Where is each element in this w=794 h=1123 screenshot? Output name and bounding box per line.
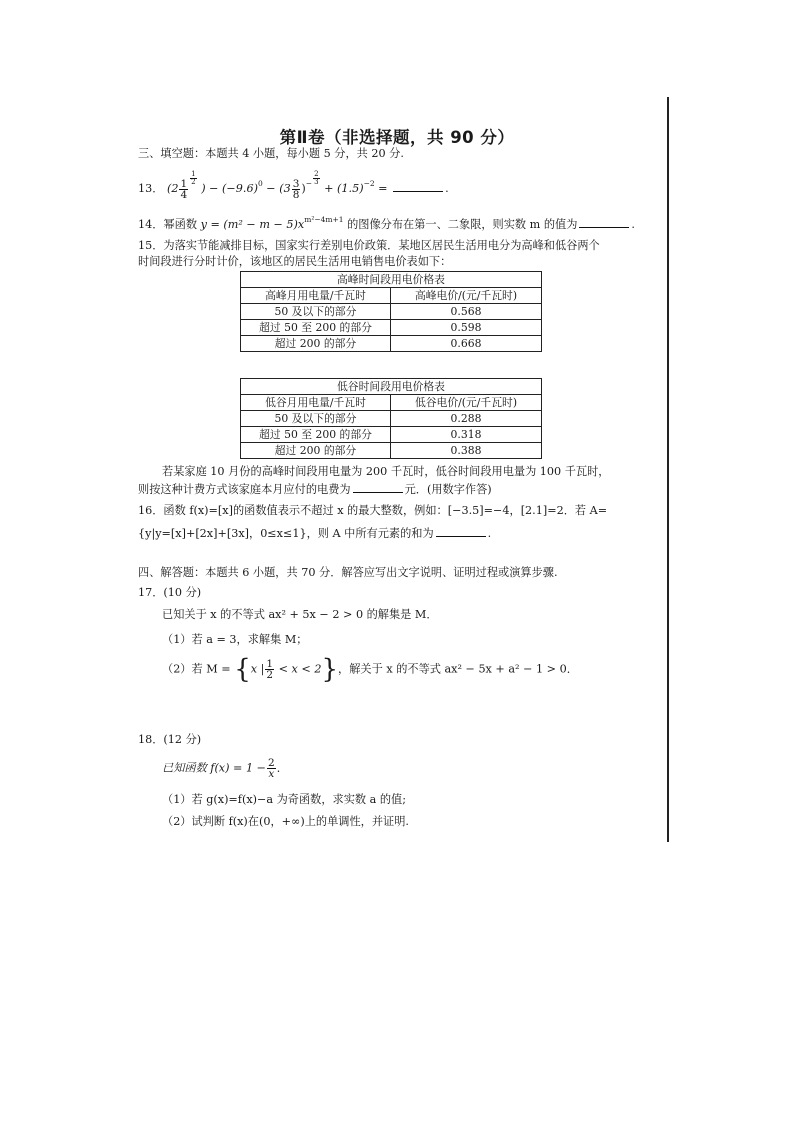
q18-number: 18．(12 分) bbox=[138, 733, 202, 746]
table-cell: 50 及以下的部分 bbox=[241, 411, 391, 427]
valley-table-header-2: 低谷电价/(元/千瓦时) bbox=[391, 395, 542, 411]
valley-table-header-1: 低谷月用电量/千瓦时 bbox=[241, 395, 391, 411]
q17-stem: 已知关于 x 的不等式 ax² + 5x − 2 > 0 的解集是 M． bbox=[162, 608, 438, 621]
table-row bbox=[241, 411, 542, 427]
table-row bbox=[241, 320, 542, 336]
q17-set-b: < x < 2 bbox=[275, 662, 322, 676]
table-cell: 超过 50 至 200 的部分 bbox=[241, 320, 391, 336]
q14-exponent: m²−4m+1 bbox=[304, 215, 344, 224]
q13-exponent-2-sign: − bbox=[305, 179, 313, 188]
q17-fraction: $\frac{1}{2}$ bbox=[266, 658, 274, 681]
q13-expr-d: + (1.5) bbox=[324, 182, 364, 195]
q14-answer-blank bbox=[579, 216, 629, 228]
q13-answer-blank bbox=[393, 180, 443, 192]
q13-number: 13． bbox=[138, 182, 164, 195]
valley-price-table bbox=[240, 378, 542, 459]
table-cell: 超过 200 的部分 bbox=[241, 443, 391, 459]
q16-line-2 bbox=[138, 525, 491, 542]
table-cell: 0.318 bbox=[391, 427, 542, 443]
q13-exponent-0: 0 bbox=[257, 179, 263, 188]
table-cell: 0.388 bbox=[391, 443, 542, 459]
q17-set-a: x | bbox=[250, 662, 265, 676]
question-14 bbox=[138, 212, 635, 233]
q15-after-text-a: 则按这种计费方式该家庭本月应付的电费为 bbox=[138, 483, 351, 496]
q13-exponent-1: $\frac{1}{2}$ bbox=[191, 170, 196, 186]
peak-table-caption: 高峰时间段用电价格表 bbox=[241, 272, 542, 288]
q18-stem-b: ． bbox=[276, 761, 288, 775]
q15-after-line-1: 若某家庭 10 月份的高峰时间段用电量为 200 千瓦时，低谷时间段用电量为 100 千瓦时， bbox=[162, 465, 610, 478]
table-cell: 0.598 bbox=[391, 320, 542, 336]
table-cell: 50 及以下的部分 bbox=[241, 304, 391, 320]
part3-heading: 三、填空题：本题共 4 小题，每小题 5 分，共 20 分. bbox=[138, 147, 404, 160]
q13-exponent-3: −2 bbox=[363, 179, 375, 188]
q13-end: . bbox=[445, 182, 449, 195]
table-row bbox=[241, 304, 542, 320]
q15-line-1: 15．为落实节能减排目标，国家实行差别电价政策．某地区居民生活用电分为高峰和低谷两个 bbox=[138, 239, 600, 252]
question-13: 13． (2 $\frac{1}{4}$ $\frac{1}{2}$ ) − $(-9.6)^0 - (3$ $\frac{3}{8}$ )− $\frac{2}{3}$ + $(1.5)^{-2}$ = . bbox=[138, 170, 449, 201]
q18-fraction: $\frac{2}{x}$ bbox=[268, 757, 275, 780]
q16-line-1: 16．函数 f(x)=[x]的函数值表示不超过 x 的最大整数，例如：[−3.5]=−4，[2.1]=2．若 A= bbox=[138, 504, 608, 517]
q16-end: . bbox=[487, 527, 492, 540]
section-title: 第Ⅱ卷（非选择题，共 90 分） bbox=[279, 128, 515, 147]
table-row bbox=[241, 443, 542, 459]
q16-answer-blank bbox=[436, 525, 486, 537]
table-row bbox=[241, 427, 542, 443]
q14-text-a: 幂函数 bbox=[163, 218, 201, 231]
q13-exponent-2: $\frac{2}{3}$ bbox=[314, 170, 319, 186]
q18-stem-a: 已知函数 f(x) = 1 − bbox=[162, 761, 267, 775]
q15-answer-blank bbox=[353, 481, 403, 493]
peak-price-table bbox=[240, 271, 542, 352]
q14-formula: y = (m² − m − 5)x bbox=[200, 218, 305, 231]
q13-expr-b: ) − (−9.6) bbox=[201, 182, 258, 195]
table-cell: 超过 200 的部分 bbox=[241, 336, 391, 352]
q13-expr-a: (2 bbox=[167, 182, 179, 195]
table-row bbox=[241, 336, 542, 352]
q14-text-b: 的图像分布在第一、二象限，则实数 m 的值为 bbox=[343, 218, 578, 231]
q15-line-2: 时间段进行分时计价，该地区的居民生活用电销售电价表如下： bbox=[138, 255, 452, 268]
q13-mixed-fraction-2: $\frac{3}{8}$ bbox=[292, 177, 300, 201]
page-divider-line bbox=[667, 97, 669, 842]
peak-table-header-2: 高峰电价/(元/千瓦时) bbox=[391, 288, 542, 304]
q17-part-1: （1）若 a = 3，求解集 M； bbox=[162, 633, 308, 646]
q16-text: {y|y=[x]+[2x]+[3x]，0≤x≤1}，则 A 中所有元素的和为 bbox=[138, 527, 434, 540]
valley-table-caption: 低谷时间段用电价格表 bbox=[241, 379, 542, 395]
q14-end: . bbox=[631, 218, 635, 231]
q15-after-text-b: 元．(用数字作答) bbox=[404, 483, 492, 496]
q15-after-line-2 bbox=[138, 481, 492, 498]
table-cell: 0.668 bbox=[391, 336, 542, 352]
q13-expr-c: − (3 bbox=[266, 182, 291, 195]
q14-number: 14． bbox=[138, 218, 164, 231]
peak-table-header-1: 高峰月用电量/千瓦时 bbox=[241, 288, 391, 304]
table-cell: 超过 50 至 200 的部分 bbox=[241, 427, 391, 443]
q17-part-2: （2）若 M = {x | $\frac{1}{2}$ < x < 2}，解关于 x 的不等式 ax² − 5x + a² − 1 > 0． bbox=[162, 654, 578, 685]
q18-part-1: （1）若 g(x)=f(x)−a 为奇函数，求实数 a 的值; bbox=[162, 793, 407, 806]
q18-part-2: （2）试判断 f(x)在(0，+∞)上的单调性，并证明. bbox=[162, 815, 409, 828]
q17-part-2-text-a: （2）若 M = bbox=[162, 662, 235, 676]
q13-expr-e: = bbox=[374, 182, 388, 195]
table-cell: 0.568 bbox=[391, 304, 542, 320]
q17-number: 17．(10 分) bbox=[138, 586, 202, 599]
table-cell: 0.288 bbox=[391, 411, 542, 427]
q17-part-2-text-b: ，解关于 x 的不等式 ax² − 5x + a² − 1 > 0． bbox=[338, 662, 578, 676]
q18-stem bbox=[162, 758, 288, 779]
part4-heading: 四、解答题：本题共 6 小题，共 70 分．解答应写出文字说明、证明过程或演算步骤. bbox=[138, 566, 558, 579]
q13-mixed-fraction: $\frac{1}{4}$ bbox=[180, 177, 188, 201]
